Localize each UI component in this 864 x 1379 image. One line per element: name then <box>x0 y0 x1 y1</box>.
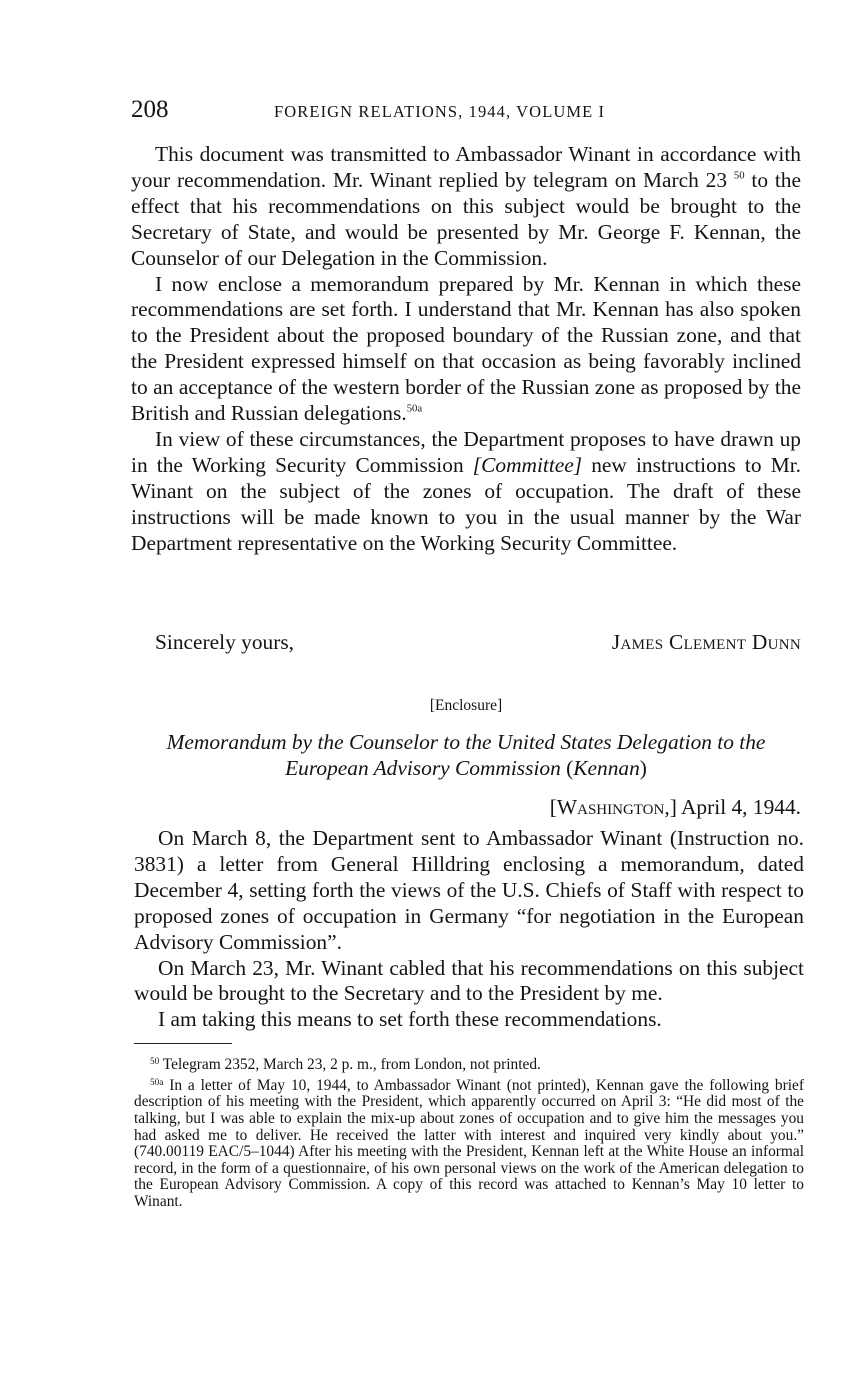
letter-paragraph-3: In view of these circumstances, the Department proposes to have drawn up in the Working Security Commission [Committee] new instructions to Mr. Winant on the subject of the zones of occupation. The draft of these instructions will be made known to you in the usual manner by the War Department representative on the Working Security Committee. <box>131 426 802 555</box>
letter-paragraph-1: This document was transmitted to Ambassador Winant in accordance with your recommendation. Mr. Winant replied by telegram on March 23 $^{50}$ to the effect that his recommendations on this subject would be brought to the Secretary of State, and would be presented by Mr. George F. Kennan, the Counselor of our Delegation in the Commission. <box>131 142 801 270</box>
letter-signoff <box>131 630 801 658</box>
memo-title: Memorandum by the Counselor to the United States Delegation to the European Advisory Commission (Kennan) <box>166 730 766 780</box>
memo-paragraph-2: On March 23, Mr. Winant cabled that his recommendations on this subject would be brought to the Secretary and to the President by me. <box>134 955 804 1006</box>
footnote-ref-50[interactable]: 50 <box>733 169 745 182</box>
footnote-divider <box>134 1043 232 1044</box>
memo-paragraph-3: I am taking this means to set forth these recommendations. <box>158 1007 662 1032</box>
letter-body <box>131 142 801 557</box>
memo-dateline: [Washington,] April 4, 1944. <box>549 795 801 819</box>
memo-paragraph-1: On March 8, the Department sent to Ambassador Winant (Instruction no. 3831) a letter from General Hilldring enclosing a memorandum, dated December 4, setting forth the views of the U.S. Chiefs of Staff with respect to proposed zones of occupation in Germany “for negotiation in the European Advisory Commission”. <box>134 826 804 954</box>
footnote-50a: $^{50a}$ In a letter of May 10, 1944, to Ambassador Winant (not printed), Kennan gave the following brief description of his meeting with the President, which apparently occurred on April 3: “He did most of the talking, but I was able to explain the mix-up about zones of occupation and to give him the messages you had asked me to deliver. He received the latter with interest and inquired very kindly about you.” (740.00119 EAC/5–1044) After his meeting with the President, Kennan left at the White House an informal record, in the form of a questionnaire, of his own personal views on the work of the American delegation to the European Advisory Commission. A copy of this record was attached to Kennan’s May 10 letter to Winant. <box>134 1076 804 1210</box>
page-number: 208 <box>131 96 169 123</box>
page-header <box>131 96 801 126</box>
footnote-50: $^{50}$ Telegram 2352, March 23, 2 p. m., from London, not printed. <box>150 1056 541 1074</box>
letter-paragraph-2: I now enclose a memorandum prepared by Mr. Kennan in which these recommendations are set forth. I understand that Mr. Kennan has also spoken to the President about the proposed boundary of the Russian zone, and that the President expressed himself on that occasion as being favorably inclined to an acceptance of the western border of the Russian zone as proposed by the British and Russian delegations.$^{50a}$ <box>131 271 801 426</box>
running-head: FOREIGN RELATIONS, 1944, VOLUME I <box>274 102 606 121</box>
signature: James Clement Dunn <box>611 630 801 654</box>
footnote-ref-50a[interactable]: 50a <box>406 402 423 415</box>
footnotes <box>134 1053 804 1211</box>
closing: Sincerely yours, <box>155 630 295 654</box>
bracketed-correction: [Committee] <box>472 452 583 477</box>
enclosure-label: [Enclosure] <box>429 697 503 714</box>
memo-body <box>134 826 804 1033</box>
